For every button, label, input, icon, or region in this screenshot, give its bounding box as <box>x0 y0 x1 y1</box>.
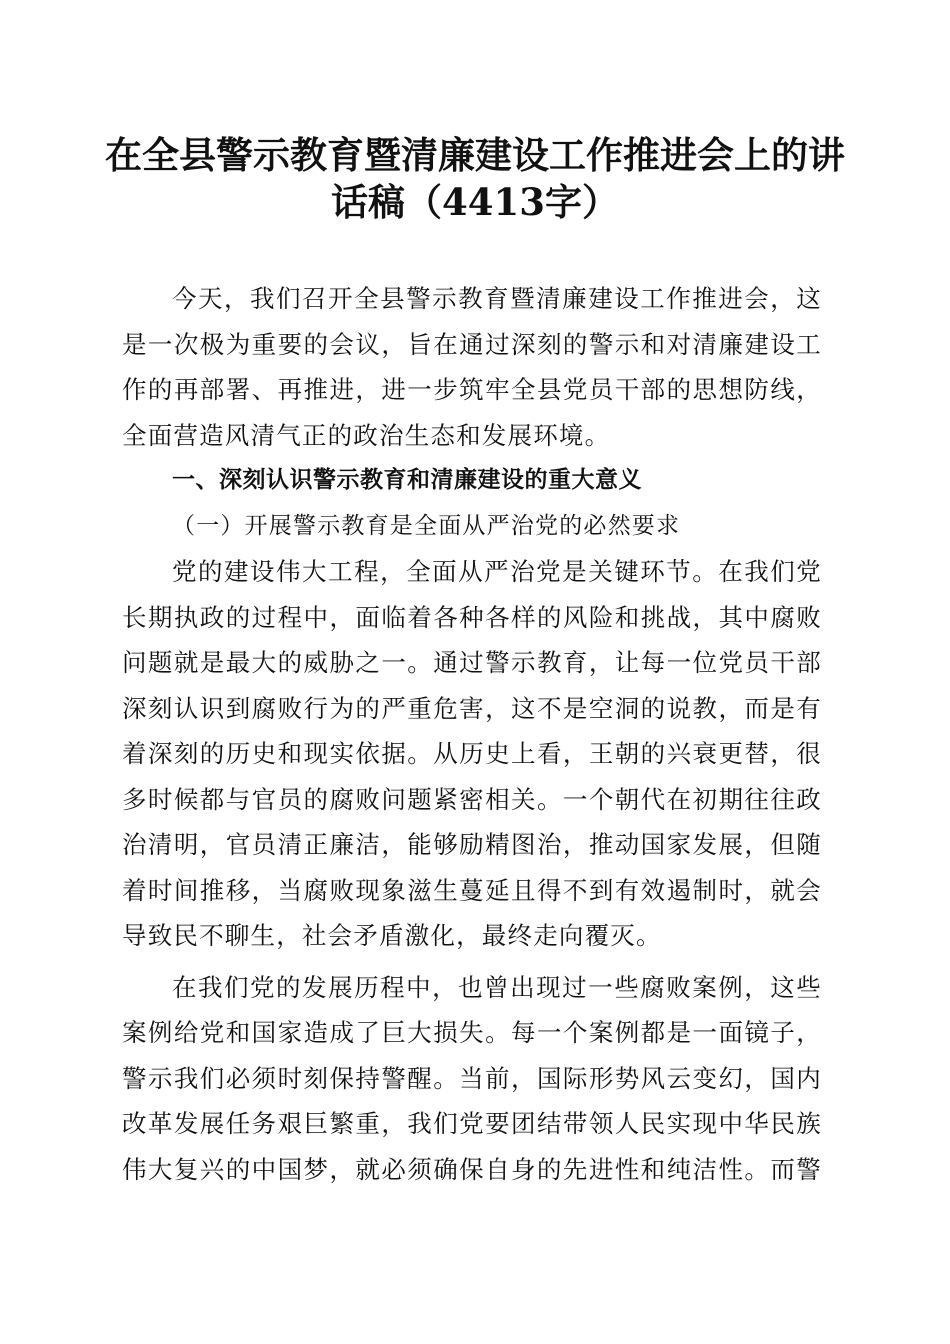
text-line: 在我们党的发展历程中，也曾出现过一些腐败案例，这些 <box>172 972 822 1002</box>
text-line: 案例给党和国家造成了巨大损失。每一个案例都是一面镜子， <box>122 1018 822 1047</box>
document-title <box>100 132 850 226</box>
text-line: 着时间推移，当腐败现象滋生蔓延且得不到有效遏制时，就会 <box>122 875 822 905</box>
text-line: 全面营造风清气正的政治生态和发展环境。 <box>122 420 611 450</box>
body-paragraph-1 <box>122 549 822 959</box>
subsection-heading-1-1: （一）开展警示教育是全面从严治党的必然要求 <box>172 512 681 539</box>
text-line: 多时候都与官员的腐败问题紧密相关。一个朝代在初期往往政 <box>122 784 822 814</box>
text-line: 长期执政的过程中，面临着各种各样的风险和挑战，其中腐败 <box>122 602 822 632</box>
intro-paragraph <box>122 276 822 458</box>
text-line: 今天，我们召开全县警示教育暨清廉建设工作推进会，这 <box>172 284 822 313</box>
text-line: 警示我们必须时刻保持警醒。当前，国际形势风云变幻，国内 <box>122 1063 822 1093</box>
text-line: 作的再部署、再推进，进一步筑牢全县党员干部的思想防线， <box>122 375 822 404</box>
title-line-2: 话稿（4413字） <box>331 180 619 224</box>
text-line: 伟大复兴的中国梦，就必须确保自身的先进性和纯洁性。而警 <box>122 1154 822 1184</box>
text-line: 导致民不聊生，社会矛盾激化，最终走向覆灭。 <box>122 921 662 950</box>
text-line: 问题就是最大的威胁之一。通过警示教育，让每一位党员干部 <box>122 648 822 677</box>
text-line: 是一次极为重要的会议，旨在通过深刻的警示和对清廉建设工 <box>122 329 822 359</box>
title-line-1: 在全县警示教育暨清廉建设工作推进会上的讲 <box>105 133 845 177</box>
body-paragraph-2 <box>122 965 822 1193</box>
text-line: 治清明，官员清正廉洁，能够励精图治，推动国家发展，但随 <box>122 830 822 859</box>
text-line: 深刻认识到腐败行为的严重危害，这不是空洞的说教，而是有 <box>122 693 822 723</box>
section-heading-1: 一、深刻认识警示教育和清廉建设的重大意义 <box>172 467 642 493</box>
text-line: 党的建设伟大工程，全面从严治党是关键环节。在我们党 <box>172 557 822 586</box>
text-line: 着深刻的历史和现实依据。从历史上看，王朝的兴衰更替，很 <box>122 739 822 768</box>
text-line: 改革发展任务艰巨繁重，我们党要团结带领人民实现中华民族 <box>122 1109 822 1138</box>
document-body <box>122 276 822 1192</box>
